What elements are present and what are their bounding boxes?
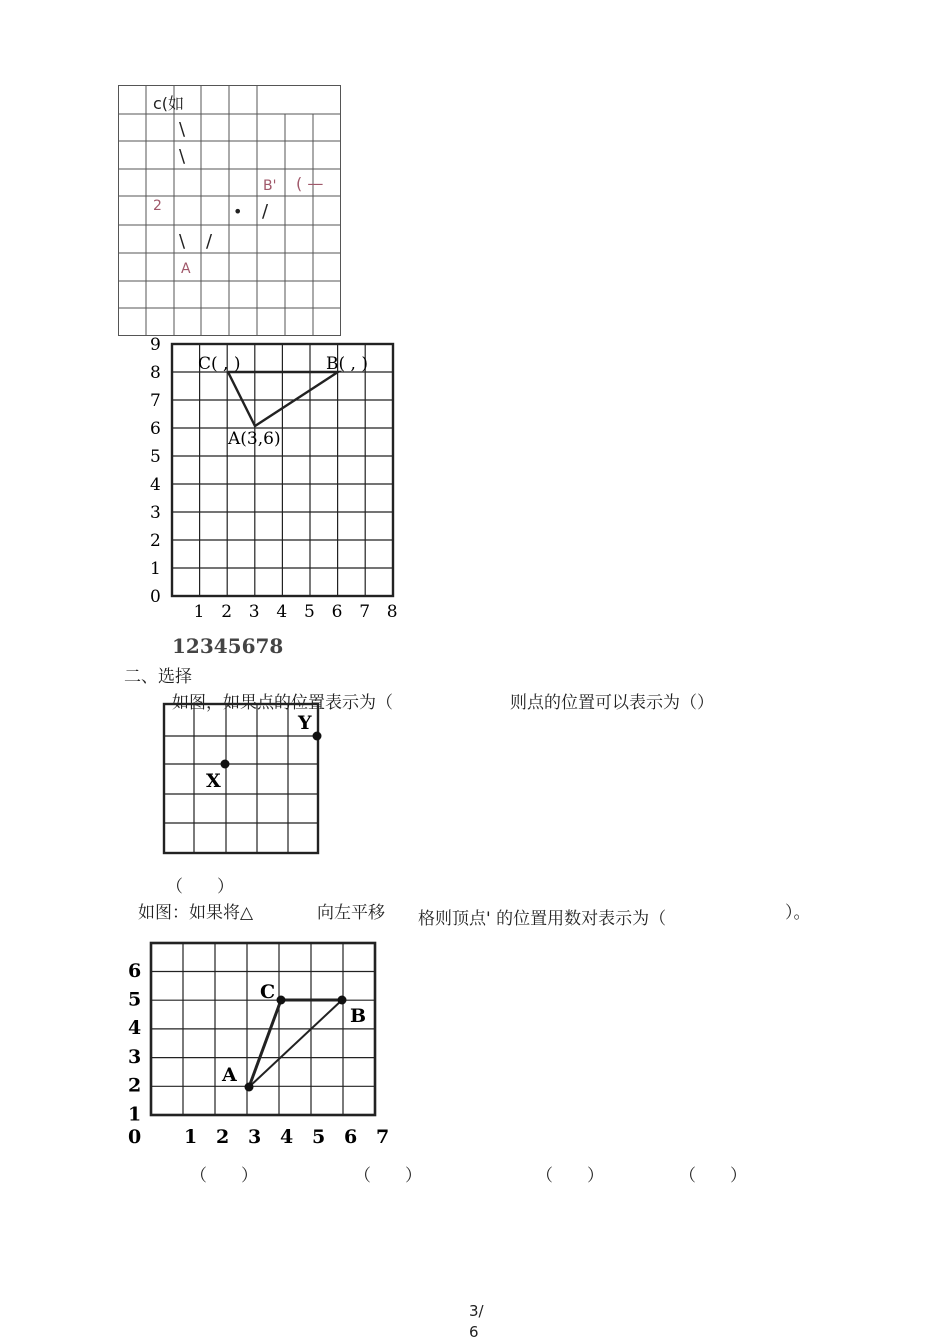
q2-text-b: 向左平移 — [317, 903, 385, 923]
coordinate-graph-2 — [120, 930, 390, 1152]
q1-text-left: 如图，如果点的位置表示为（ — [172, 693, 393, 713]
point-b — [338, 996, 347, 1005]
graph1-y-tick: 2 — [150, 531, 161, 551]
graph1-y-tick: 3 — [150, 503, 161, 523]
graph1-x-tick: 3 — [248, 602, 260, 622]
graph2-x-tick: 5 — [312, 1126, 326, 1148]
graph1-y-tick: 9 — [150, 335, 161, 355]
q2-text-c: 格则顶点' 的位置用数对表示为（ — [418, 909, 667, 929]
top-grid-label-c: c(如 — [153, 94, 185, 113]
q1-answer: （ ） — [166, 877, 234, 897]
top-grid-slash-2: \ — [179, 146, 186, 167]
point-x — [221, 760, 230, 769]
top-grid-slash-3: / — [262, 201, 269, 222]
top-grid-dot: • — [233, 202, 243, 221]
q2-label-b: B — [350, 1005, 367, 1027]
graph2-x-tick: 6 — [344, 1126, 358, 1148]
graph1-x-tick: 8 — [386, 602, 398, 622]
graph2-x-tick: 7 — [376, 1126, 390, 1148]
top-grid-label-2: 2 — [153, 198, 162, 214]
q1-label-y: Y — [298, 712, 312, 734]
q2-text-clip — [418, 902, 718, 929]
graph2-x-tick: 0 — [128, 1126, 142, 1148]
graph1-x-tick: 7 — [359, 602, 371, 622]
graph2-y-tick: 4 — [128, 1017, 142, 1040]
graph2-x-tick: 3 — [248, 1126, 262, 1148]
graph1-y-tick: 0 — [150, 587, 161, 607]
graph2-x-tick: 2 — [216, 1126, 230, 1148]
segment-ca — [249, 1000, 281, 1087]
q2-label-a: A — [222, 1064, 237, 1086]
graph1-label-c: C( , ) — [198, 354, 241, 374]
graph1-x-tick: 1 — [193, 602, 205, 622]
top-grid-label-b-paren: ( — — [296, 174, 324, 193]
graph1-x-tick: 6 — [331, 602, 343, 622]
graph1-x-tick: 2 — [221, 602, 233, 622]
graph2-y-tick: 2 — [128, 1074, 142, 1097]
coordinate-graph-1 — [140, 330, 410, 630]
q2-option-3[interactable]: （ ） — [536, 1166, 604, 1186]
graph1-y-tick: 5 — [150, 447, 161, 467]
graph1-y-tick: 1 — [150, 559, 161, 579]
q1-text-clip — [170, 688, 770, 713]
q1-grid — [160, 702, 330, 858]
q2-option-2[interactable]: （ ） — [354, 1166, 422, 1186]
graph2-y-tick: 3 — [128, 1045, 142, 1068]
q2-text-a: 如图：如果将△ — [138, 903, 254, 923]
graph2-y-tick: 6 — [128, 959, 142, 982]
graph1-y-tick: 7 — [150, 391, 161, 411]
graph1-label-b: B( , ) — [326, 354, 368, 374]
segment-ab — [249, 1000, 342, 1087]
graph1-y-tick: 6 — [150, 419, 161, 439]
q2-option-4[interactable]: （ ） — [679, 1166, 747, 1186]
graph1-y-tick: 4 — [150, 475, 161, 495]
point-a — [245, 1083, 254, 1092]
graph1-caption: 12345678 — [172, 634, 284, 658]
q2-options — [0, 1161, 950, 1185]
page-number-top: 3/ — [469, 1302, 484, 1320]
q1-label-x: X — [206, 770, 221, 792]
top-grid-slash-1: \ — [179, 119, 186, 140]
graph1-x-tick: 5 — [304, 602, 315, 622]
top-grid-label-a: A — [181, 261, 191, 277]
q2-option-1[interactable]: （ ） — [190, 1166, 258, 1186]
graph2-y-tick: 1 — [128, 1103, 142, 1126]
graph1-label-a: A(3,6) — [228, 429, 281, 449]
section2-title: 二、选择 — [124, 667, 192, 687]
graph2-y-tick: 5 — [128, 988, 142, 1011]
top-grid-label-b: B' — [263, 178, 277, 194]
page-number-bottom: 6 — [469, 1323, 479, 1341]
graph2-x-tick: 4 — [280, 1126, 294, 1148]
top-grid-slash-5: / — [206, 231, 213, 252]
q1-text-right: 则点的位置可以表示为（） — [510, 693, 714, 713]
point-y — [313, 732, 322, 741]
q2-label-c: C — [260, 981, 276, 1003]
graph2-x-tick: 1 — [184, 1126, 198, 1148]
graph1-x-tick: 4 — [276, 602, 288, 622]
graph1-y-tick: 8 — [150, 363, 161, 383]
top-grid-slash-4: \ — [179, 231, 186, 252]
point-c — [277, 996, 286, 1005]
triangle-abc — [228, 372, 338, 426]
top-grid — [118, 85, 342, 337]
q2-text-d: ）。 — [785, 903, 811, 923]
